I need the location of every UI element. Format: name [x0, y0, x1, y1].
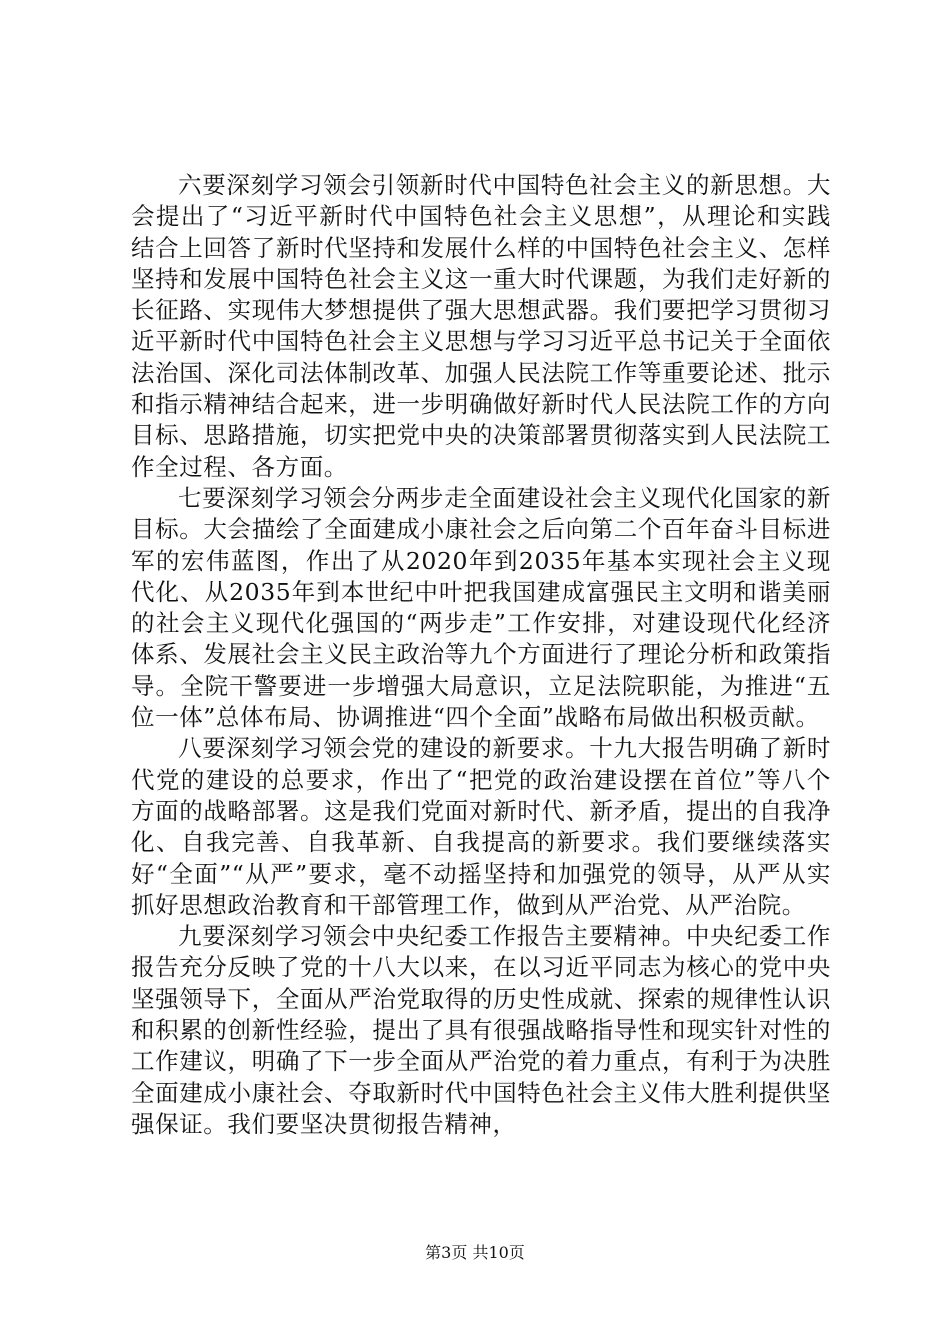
- page-footer: [0, 1243, 950, 1263]
- paragraph-nine: 九要深刻学习领会中央纪委工作报告主要精神。中央纪委工作报告充分反映了党的十八大以来，在以习近平同志为核心的党中央坚强领导下，全面从严治党取得的历史性成就、探索的规律性认识和积累的创新性经验，提出了具有很强战略指导性和现实针对性的工作建议，明确了下一步全面从严治党的着力重点，有利于为决胜全面建成小康社会、夺取新时代中国特色社会主义伟大胜利提供坚强保证。我们要坚决贯彻报告精神，: [131, 922, 831, 1138]
- page-number-label: 第3页 共10页: [425, 1243, 525, 1262]
- paragraph-eight: 八要深刻学习领会党的建设的新要求。十九大报告明确了新时代党的建设的总要求，作出了“把党的政治建设摆在首位”等八个方面的战略部署。这是我们党面对新时代、新矛盾，提出的自我净化、自我完善、自我革新、自我提高的新要求。我们要继续落实好“全面”“从严”要求，毫不动摇坚持和加强党的领导，从严从实抓好思想政治教育和干部管理工作，做到从严治党、从严治院。: [131, 734, 831, 919]
- document-body: [131, 170, 831, 1140]
- paragraph-seven: 七要深刻学习领会分两步走全面建设社会主义现代化国家的新目标。大会描绘了全面建成小康社会之后向第二个百年奋斗目标进军的宏伟蓝图，作出了从2020年到2035年基本实现社会主义现代化、从2035年到本世纪中叶把我国建成富强民主文明和谐美丽的社会主义现代化强国的“两步走”工作安排，对建设现代化经济体系、发展社会主义民主政治等九个方面进行了理论分析和政策指导。全院干警要进一步增强大局意识，立足法院职能，为推进“五位一体”总体布局、协调推进“四个全面”战略布局做出积极贡献。: [131, 483, 831, 732]
- paragraph-six: 六要深刻学习领会引领新时代中国特色社会主义的新思想。大会提出了“习近平新时代中国特色社会主义思想”，从理论和实践结合上回答了新时代坚持和发展什么样的中国特色社会主义、怎样坚持和发展中国特色社会主义这一重大时代课题，为我们走好新的长征路、实现伟大梦想提供了强大思想武器。我们要把学习贯彻习近平新时代中国特色社会主义思想与学习习近平总书记关于全面依法治国、深化司法体制改革、加强人民法院工作等重要论述、批示和指示精神结合起来，进一步明确做好新时代人民法院工作的方向目标、思路措施，切实把党中央的决策部署贯彻落实到人民法院工作全过程、各方面。: [131, 171, 831, 481]
